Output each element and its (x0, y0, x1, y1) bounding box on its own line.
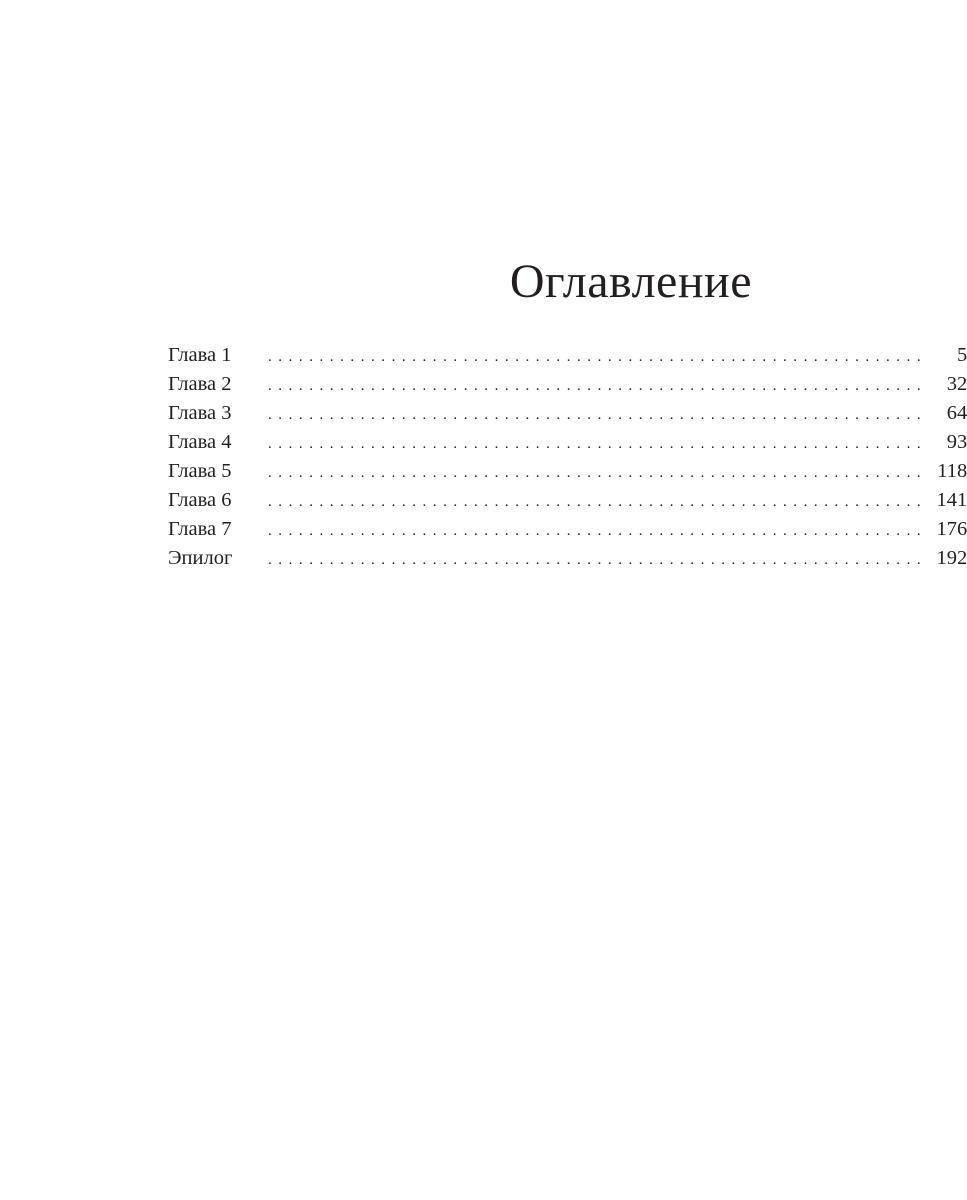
toc-entry-page-number: 118 (937, 460, 967, 482)
toc-dot-leader: ................................................................ (268, 436, 928, 452)
toc-entry-label: Эпилог (168, 547, 233, 569)
toc-entry-label: Глава 5 (168, 460, 232, 482)
toc-entry-label: Глава 2 (168, 373, 232, 395)
toc-entry[interactable] (168, 515, 967, 544)
toc-dot-leader: ................................................................ (268, 552, 928, 568)
toc-entry[interactable] (168, 399, 967, 428)
toc-entry[interactable] (168, 544, 967, 573)
toc-entry-page-number: 141 (936, 489, 967, 511)
toc-entry[interactable] (168, 370, 967, 399)
toc-entry-label: Глава 6 (168, 489, 232, 511)
toc-dot-leader: ................................................................ (268, 407, 928, 423)
toc-entry-page-number: 176 (936, 518, 967, 540)
toc-entry-page-number: 32 (946, 373, 967, 395)
toc-dot-leader: ................................................................ (268, 523, 928, 539)
toc-entry-label: Глава 1 (168, 344, 232, 366)
page-title: Оглавление (509, 255, 752, 308)
toc-dot-leader: ................................................................ (268, 349, 928, 365)
toc-entry-page-number: 93 (946, 431, 967, 453)
toc-entry-page-number: 192 (936, 547, 967, 569)
toc-entry-page-number: 5 (956, 344, 967, 366)
toc-entry-label: Глава 4 (168, 431, 232, 453)
toc-dot-leader: ................................................................ (268, 378, 928, 394)
toc-entry[interactable] (168, 341, 967, 370)
toc-entry-label: Глава 3 (168, 402, 232, 424)
toc-entry[interactable] (168, 486, 967, 515)
toc-entry[interactable] (168, 457, 967, 486)
toc-dot-leader: ................................................................ (268, 494, 928, 510)
toc-entry-label: Глава 7 (168, 518, 232, 540)
toc-entry-page-number: 64 (946, 402, 967, 424)
toc-dot-leader: ................................................................ (268, 465, 928, 481)
toc-entry[interactable] (168, 428, 967, 457)
table-of-contents (168, 341, 967, 573)
